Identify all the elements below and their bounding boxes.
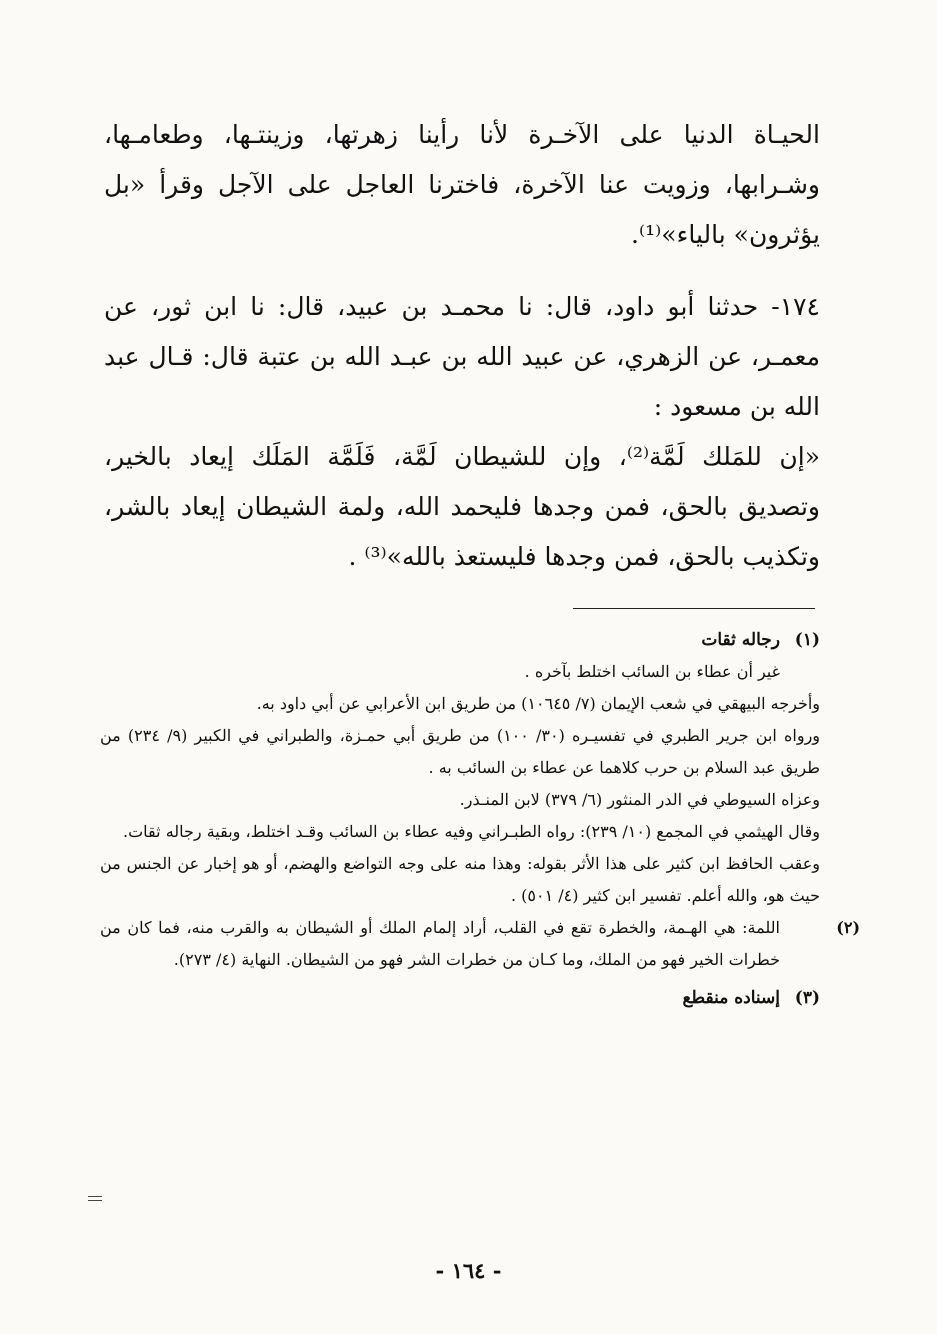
footnote-1-line: ورواه ابن جرير الطبري في تفسيـره (٣٠/ ١٠٠) من طريق أبي حمـزة، والطبراني في الكبير (٩/ ٢٣٤) من طريق عبد السلام بن حرب كلاهما عن عطاء بن السائب به . bbox=[100, 726, 821, 777]
footnote-separator bbox=[573, 608, 815, 609]
footnote-3 bbox=[100, 982, 820, 1014]
paragraph-continuation: الحيـاة الدنيا على الآخـرة لأنا رأينا زهرتها، وزينتـها، وطعامـها، وشـرابها، وزويت عنا الآخرة، فاخترنا العاجل على الآجل وقرأ «بل يؤثرون» بالياء»⁽¹⁾. bbox=[104, 120, 820, 249]
main-text bbox=[104, 110, 820, 582]
footnote-1-label: (١) bbox=[794, 630, 820, 650]
footnote-3-label: (٣) bbox=[794, 988, 820, 1008]
hadith-174-isnad: ١٧٤- حدثنا أبو داود، قال: نا محمـد بن عبيد، قال: نا ابن ثور، عن معمـر، عن الزهري، عن عبيد الله بن عبـد الله بن عتبة قال: قـال عبد الله بن مسعود : bbox=[104, 292, 820, 421]
footnote-1-line: وأخرجه البيهقي في شعب الإيمان (٧/ ١٠٦٤٥) من طريق ابن الأعرابي عن أبي داود به. bbox=[256, 694, 820, 713]
footnote-1-line: وعقب الحافظ ابن كثير على هذا الأثر بقوله: وهذا منه على وجه التواضع والهضم، أو هو إخبار عن الجنس من حيث هو، والله أعلم. تفسير ابن كثير (٤/ ٥٠١) . bbox=[100, 854, 820, 905]
margin-mark bbox=[88, 1196, 102, 1201]
footnote-3-text: إسناده منقطع bbox=[682, 988, 780, 1008]
page-number: - ١٦٤ - bbox=[435, 1258, 502, 1283]
hadith-174-matn: «إن للمَلك لَمَّة⁽²⁾، وإن للشيطان لَمَّة، فَلَمَّة المَلَك إيعاد بالخير، وتصديق بالحق، فمن وجدها فليحمد الله، ولمة الشيطان إيعاد بالشر، وتكذيب بالحق، فمن وجدها فليستعذ بالله»⁽³⁾ . bbox=[104, 442, 820, 571]
footnote-2 bbox=[100, 912, 861, 976]
footnote-1-title: رجاله ثقات bbox=[701, 630, 780, 650]
footnote-1-line: غير أن عطاء بن السائب اختلط بآخره . bbox=[524, 662, 780, 681]
footnote-2-text: اللمة: هي الهـمة، والخطرة تقع في القلب، أراد إلمام الملك أو الشيطان به والقرب منه، فما كان من خطرات الخير فهو من الملك، وما كـان من خطرات الشر فهو من الشيطان. النهاية (٤/ ٢٧٣). bbox=[100, 918, 781, 969]
footnote-2-label: (٢) bbox=[836, 918, 861, 937]
footnotes bbox=[100, 624, 861, 1014]
footnote-1-line: وعزاه السيوطي في الدر المنثور (٦/ ٣٧٩) لابن المنـذر. bbox=[459, 790, 820, 809]
footnote-1-heading bbox=[100, 624, 820, 656]
footnote-1-line: وقال الهيثمي في المجمع (١٠/ ٢٣٩): رواه الطبـراني وفيه عطاء بن السائب وقـد اختلط، وبقية رجاله ثقات. bbox=[123, 822, 820, 841]
